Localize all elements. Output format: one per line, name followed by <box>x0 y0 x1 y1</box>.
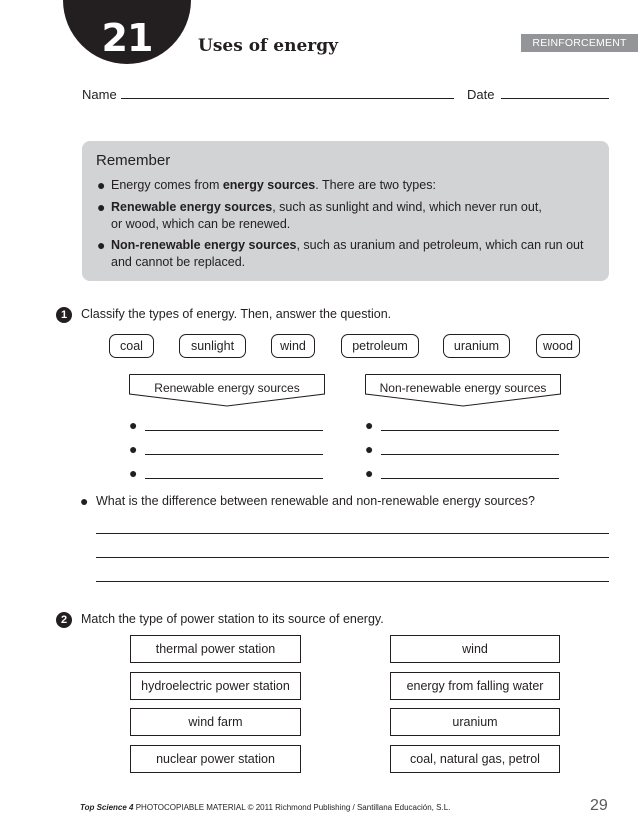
renewable-answer-line-3[interactable] <box>145 478 323 479</box>
station-wind-farm[interactable]: wind farm <box>130 708 301 736</box>
station-thermal[interactable]: thermal power station <box>130 635 301 663</box>
source-wind[interactable]: wind <box>390 635 560 663</box>
source-fossil-fuels[interactable]: coal, natural gas, petrol <box>390 745 560 773</box>
nonrenewable-heading: Non-renewable energy sources <box>379 381 547 395</box>
station-nuclear[interactable]: nuclear power station <box>130 745 301 773</box>
question-bullet: ● <box>80 493 89 509</box>
difference-question: What is the difference between renewable and non-renewable energy sources? <box>96 494 535 508</box>
bullet-dot: ● <box>97 237 106 253</box>
word-wood: wood <box>536 334 580 358</box>
nonrenewable-answer-line-1[interactable] <box>381 430 559 431</box>
question-1-number: 1 <box>56 307 72 323</box>
difference-answer-line-1[interactable] <box>96 533 609 534</box>
unit-number: 21 <box>101 16 153 60</box>
worksheet-title: Uses of energy <box>198 36 338 56</box>
renewable-answer-line-2[interactable] <box>145 454 323 455</box>
bullet-dot: ● <box>97 199 106 215</box>
station-hydroelectric[interactable]: hydroelectric power station <box>130 672 301 700</box>
bullet-text: . There are two types: <box>315 178 436 192</box>
bullet-text: Energy comes from <box>111 178 223 192</box>
bullet-bold: energy sources <box>222 178 316 192</box>
bullet-text: or wood, which can be renewed. <box>111 217 291 231</box>
word-sunlight: sunlight <box>179 334 246 358</box>
footer-book-title: Top Science 4 <box>80 803 134 812</box>
answer-bullet: ● <box>129 417 138 433</box>
bullet-bold: Renewable energy sources <box>111 200 273 214</box>
answer-bullet: ● <box>365 441 374 457</box>
bullet-text: and cannot be replaced. <box>111 255 246 269</box>
date-line[interactable] <box>501 98 609 99</box>
remember-title: Remember <box>96 152 171 169</box>
source-uranium[interactable]: uranium <box>390 708 560 736</box>
word-petroleum: petroleum <box>341 334 419 358</box>
word-wind: wind <box>271 334 315 358</box>
word-coal: coal <box>109 334 154 358</box>
name-line[interactable] <box>121 98 454 99</box>
question-1-instruction: Classify the types of energy. Then, answer the question. <box>81 307 392 321</box>
nonrenewable-answer-line-2[interactable] <box>381 454 559 455</box>
answer-bullet: ● <box>365 417 374 433</box>
nonrenewable-answer-line-3[interactable] <box>381 478 559 479</box>
difference-answer-line-2[interactable] <box>96 557 609 558</box>
bullet-text: , such as sunlight and wind, which never run out, <box>272 200 542 214</box>
bullet-text: , such as uranium and petroleum, which can run out <box>296 238 584 252</box>
name-label: Name <box>82 87 117 102</box>
renewable-heading: Renewable energy sources <box>154 381 300 395</box>
renewable-answer-line-1[interactable] <box>145 430 323 431</box>
answer-bullet: ● <box>129 465 138 481</box>
bullet-dot: ● <box>97 177 106 193</box>
page-number: 29 <box>590 797 608 814</box>
question-2-number: 2 <box>56 612 72 628</box>
answer-bullet: ● <box>365 465 374 481</box>
answer-bullet: ● <box>129 441 138 457</box>
word-uranium: uranium <box>443 334 510 358</box>
source-falling-water[interactable]: energy from falling water <box>390 672 560 700</box>
footer-text: PHOTOCOPIABLE MATERIAL © 2011 Richmond Publishing / Santillana Educación, S.L. <box>133 803 451 812</box>
footer-credit <box>80 803 450 812</box>
date-label: Date <box>467 87 495 102</box>
bullet-bold: Non-renewable energy sources <box>111 238 297 252</box>
question-2-instruction: Match the type of power station to its source of energy. <box>81 612 384 626</box>
reinforcement-badge: REINFORCEMENT <box>521 34 638 52</box>
difference-answer-line-3[interactable] <box>96 581 609 582</box>
